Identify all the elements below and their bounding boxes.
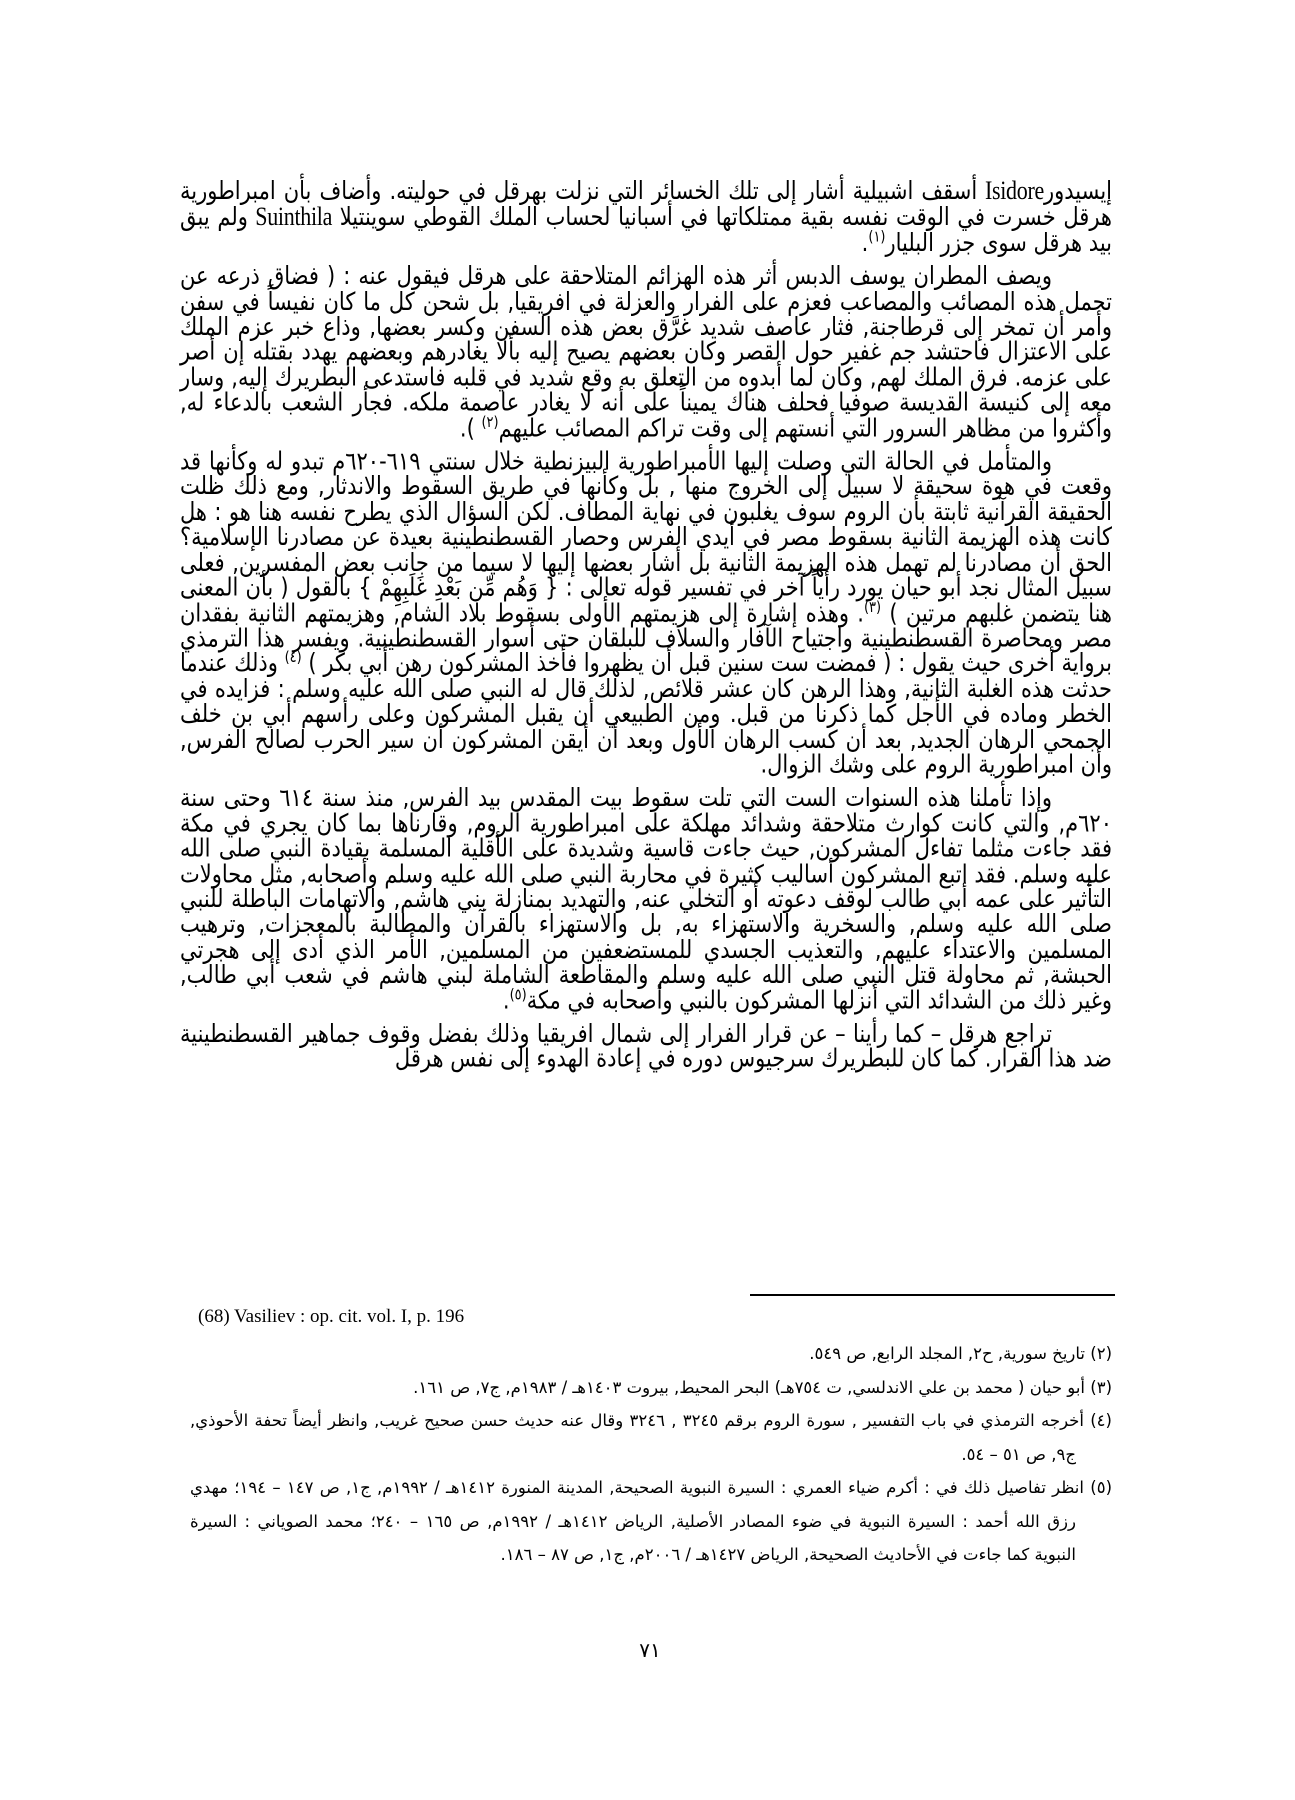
body-text [180,175,1113,1080]
paragraph-1 [180,175,1112,257]
text-run: تراجع هرقل – كما رأينا – عن قرار الفرار إلى شمال افريقيا وذلك بفضل وقوف جماهير القسطنطينية ضد هذا القرار. كما كان للبطريرك سرجيوس دوره في إعادة الهدوء إلى نفس هرقل [180,1019,1112,1073]
text-run: ويصف المطران يوسف الدبس أثر هذه الهزائم المتلاحقة على هرقل فيقول عنه : ( فضاق ذرعه عن تحمل هذه المصائب والمصاعب فعزم على الفرار والعزلة في افريقيا, بل شحن كل ما كان نفيساً في سفن وأمر أن تمخر إلى قرطاجنة, فثار عاصف شديد غرَّق بعض هذه السفن وكسر بعضها, وذاع خبر عزم الملك على الاعتزال فاحتشد جم غفير حول القصر وكان بعضهم يصيح إليه بألا يغادرهم وبعضهم يهدد بقتله إن أصر على عزمه. فرق الملك لهم, وكان لما أبدوه من التعلق به وقع شديد في قلبه فاستدعى البطريرك إليه, وسار معه إلى كنيسة القديسة صوفيا فحلف هناك يميناً على أنه لا يغادر عاصمة ملكه. فجأر الشعب بالدعاء له, وأكثروا من مظاهر السرور التي أنستهم إلى وقت تراكم المصائب عليهم [180,262,1112,442]
text-run: إيسيدور [1043,176,1112,206]
text-run: ). [459,413,482,442]
latin-term-isidore: Isidore [984,175,1044,206]
paragraph-3 [180,449,1112,777]
footnote-4: (٤) أخرجه الترمذي في باب التفسير , سورة الروم برقم ٣٢٤٥ , ٣٢٤٦ وقال عنه حديث حسن صحيح غريب, وانظر أيضاً تحفة الأحوذي, ج٩, ص ٥١ – ٥٤. [190,1411,1112,1464]
text-run: وإذا تأملنا هذه السنوات الست التي تلت سقوط بيت المقدس بيد الفرس, منذ سنة ٦١٤ وحتى سنة ٦٢٠م, والتي كانت كوارث متلاحقة وشدائد مهلكة على امبراطورية الروم, وقارناها بما كان يجري في مكة فقد جاءت مثلما تفاءل المشركون, حيث جاءت قاسية وشديدة على الأقلية المسلمة بقيادة النبي صلى الله عليه وسلم. فقد اتبع المشركون أساليب كثيرة في محاربة النبي صلى الله عليه وسلم وأصحابه, مثل محاولات التأثير على عمه أبي طالب لوقف دعوته أو التخلي عنه, والتهديد بمنازلة بني هاشم, والاتهامات الباطلة للنبي صلى الله عليه وسلم, والسخرية والاستهزاء به, بل والاستهزاء بالقرآن والمطالبة بالمعجزات, وترهيب المسلمين والاعتداء عليهم, والتعذيب الجسدي للمستضعفين من المسلمين, الأمر الذي أدى إلى هجرتي الحبشة, ثم محاولة قتل النبي صلى الله عليه وسلم والمقاطعة الشاملة لبني هاشم في شعب أبي طالب, وغير ذلك من الشدائد التي أنزلها المشركون بالنبي وأصحابه في مكة [180,783,1112,1015]
text-run: . [502,985,510,1015]
footnote-ref-1: (١) [868,228,886,247]
text-run: . وهذه إشارة إلى هزيمتهم الأولى بسقوط بلاد الشام, وهزيمتهم الثانية بفقدان مصر ومحاصرة القسطنطينية واجتياح الآفار والسلاف للبلقان حتى أسوار القسطنطينية. ويفسر هذا الترمذي برواية أخرى حيث يقول : ( فمضت ست سنين قبل أن يظهروا فأخذ المشركون رهن أبي بكر ) [180,598,1112,678]
footnote-5: (٥) انظر تفاصيل ذلك في : أكرم ضياء العمري : السيرة النبوية الصحيحة, المدينة المنورة ١٤١٢هـ / ١٩٩٢م, ج١, ص ١٤٧ – ١٩٤؛ مهدي رزق الله أحمد : السيرة النبوية في ضوء المصادر الأصلية, الرياض ١٤١٢هـ / ١٩٩٢م, ص ١٦٥ – ٢٤٠؛ محمد الصوياني : السيرة النبوية كما جاءت في الأحاديث الصحيحة, الرياض ١٤٢٧هـ / ٢٠٠٦م, ج١, ص ٨٧ – ١٨٦. [190,1478,1112,1564]
paragraph-4 [180,783,1112,1015]
text-run: . [861,228,869,257]
footnote-separator [750,1294,1115,1296]
footnote-2: (٢) تاريخ سورية, ح٢, المجلد الرابع, ص ٥٤٩. [809,1344,1112,1363]
footnote-3: (٣) أبو حيان ( محمد بن علي الاندلسي, ت ٧٥٤هـ) البحر المحيط, بيروت ١٤٠٣هـ / ١٩٨٣م, ج٧, ص ١٦١. [413,1377,1112,1397]
text-run: ولم يبق بيد هرقل سوى جزر البليار [180,203,1112,257]
text-run: أسقف اشبيلية أشار إلى تلك الخسائر التي نزلت بهرقل في حوليته. وأضاف بأن امبراطورية هرقل خسرت في الوقت نفسه بقية ممتلكاتها في أسبانيا لحساب الملك القوطي سوينتيلا [180,176,1112,232]
footnote-latin: (68) Vasiliev : op. cit. vol. I, p. 196 [198,1306,465,1327]
footnote-ref-5: (٥) [509,985,527,1004]
page-number: ٧١ [639,1638,661,1662]
footnote-ref-3: (٣) [863,598,882,617]
latin-term-suinthila: Suinthila [255,202,333,232]
text-run: وذلك عندما حدثت هذه الغلبة الثانية, وهذا الرهن كان عشر قلائص, لذلك قال له النبي صلى الله عليه وسلم : فزايده في الخطر وماده في الأجل كما ذكرنا من قبل. ومن الطبيعي أن يقبل المشركون وعلى رأسهم أبي بن خلف الجمحي الرهان الجديد, بعد أن كسب الرهان الأول وبعد أن أيقن المشركون أن سير الحرب لصالح الفرس, وأن امبراطورية الروم على وشك الزوال. [180,649,1112,779]
footnote-ref-4: (٤) [284,649,302,667]
footnote-ref-2: (٢) [481,413,499,432]
footnotes [190,1337,1112,1572]
text-run: والمتأمل في الحالة التي وصلت إليها الأمبراطورية البيزنطية خلال سنتي ٦١٩-٦٢٠م تبدو له وكأنها قد وقعت في هوة سحيقة لا سبيل إلى الخروج منها , بل وكأنها في طريق السقوط والاندثار, ومع ذلك ظلت الحقيقة القرآنية ثابتة بأن الروم سوف يغلبون في نهاية المطاف. لكن السؤال الذي يطرح نفسه هنا هو : هل كانت هذه الهزيمة الثانية بسقوط مصر في أيدي الفرس وحصار القسطنطينية بعيدة عن مصادرنا الإسلامية؟ الحق أن مصادرنا لم تهمل هذه الهزيمة الثانية بل أشار بعضها إليها لا سيما من جانب بعض المفسرين, فعلى سبيل المثال نجد أبو حيان يورد رأياً آخر في تفسير قوله تعالى : { وَهُم مِّن بَعْدِ غَلَبِهِمْ } بالقول ( بأن المعنى هنا يتضمن غلبهم مرتين ) [180,447,1113,627]
paragraph-5 [180,1019,1112,1073]
paragraph-2 [180,264,1112,441]
